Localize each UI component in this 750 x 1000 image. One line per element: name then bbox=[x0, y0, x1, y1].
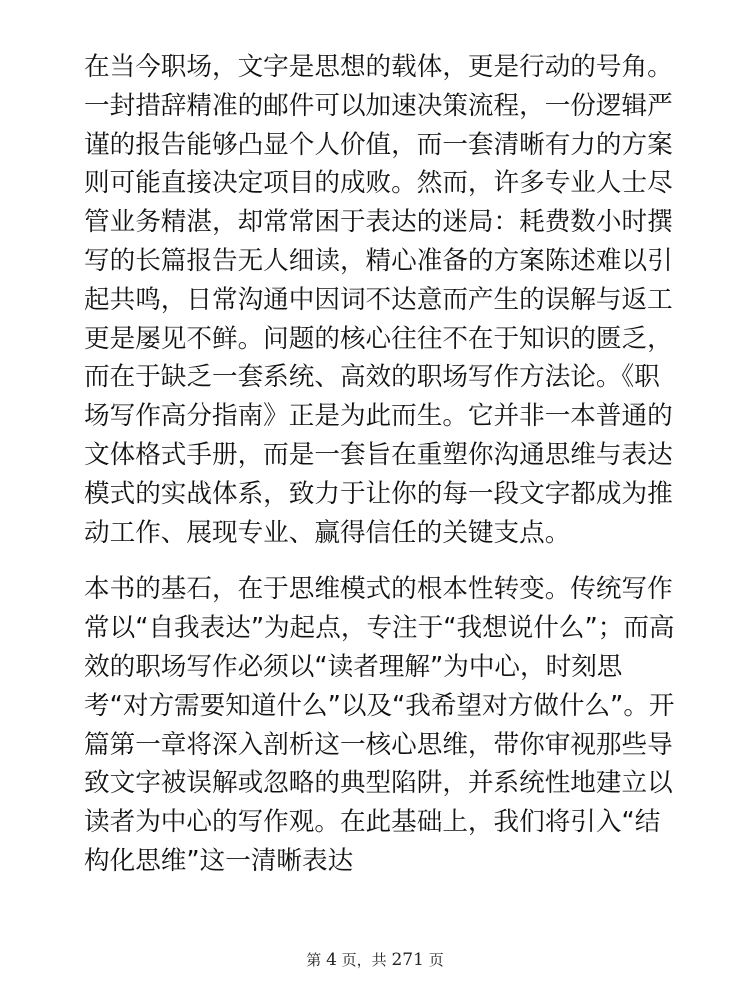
body-paragraph-2: 本书的基石，在于思维模式的根本性转变。传统写作常以“自我表达”为起点，专注于“我想说什么”；而高效的职场写作必须以“读者理解”为中心，时刻思考“对方需要知道什么”以及“我希望对方做什么”。开篇第一章将深入剖析这一核心思维，带你审视那些导致文字被误解或忽略的典型陷阱，并系统性地建立以读者为中心的写作观。在此基础上，我们将引入“结构化思维”这一清晰表达 bbox=[84, 574, 675, 876]
footer-prefix: 第 bbox=[306, 951, 322, 969]
total-page-count: 271 bbox=[391, 950, 424, 970]
body-paragraph-1: 在当今职场，文字是思想的载体，更是行动的号角。一封措辞精准的邮件可以加速决策流程，一份逻辑严谨的报告能够凸显个人价值，而一套清晰有力的方案则可能直接决定项目的成败。然而，许多专业人士尽管业务精湛，却常常困于表达的迷局：耗费数小时撰写的长篇报告无人细读，精心准备的方案陈述难以引起共鸣，日常沟通中因词不达意而产生的误解与返工更是屡见不鲜。问题的核心往往不在于知识的匮乏，而在于缺乏一套系统、高效的职场写作方法论。《职场写作高分指南》正是为此而生。它并非一本普通的文体格式手册，而是一套旨在重塑你沟通思维与表达模式的实战体系，致力于让你的每一段文字都成为推动工作、展现专业、赢得信任的关键支点。 bbox=[84, 52, 673, 548]
footer-middle: 页，共 bbox=[341, 951, 387, 969]
page-footer bbox=[0, 950, 750, 970]
footer-suffix: 页 bbox=[428, 951, 444, 969]
current-page-number: 4 bbox=[326, 950, 337, 970]
